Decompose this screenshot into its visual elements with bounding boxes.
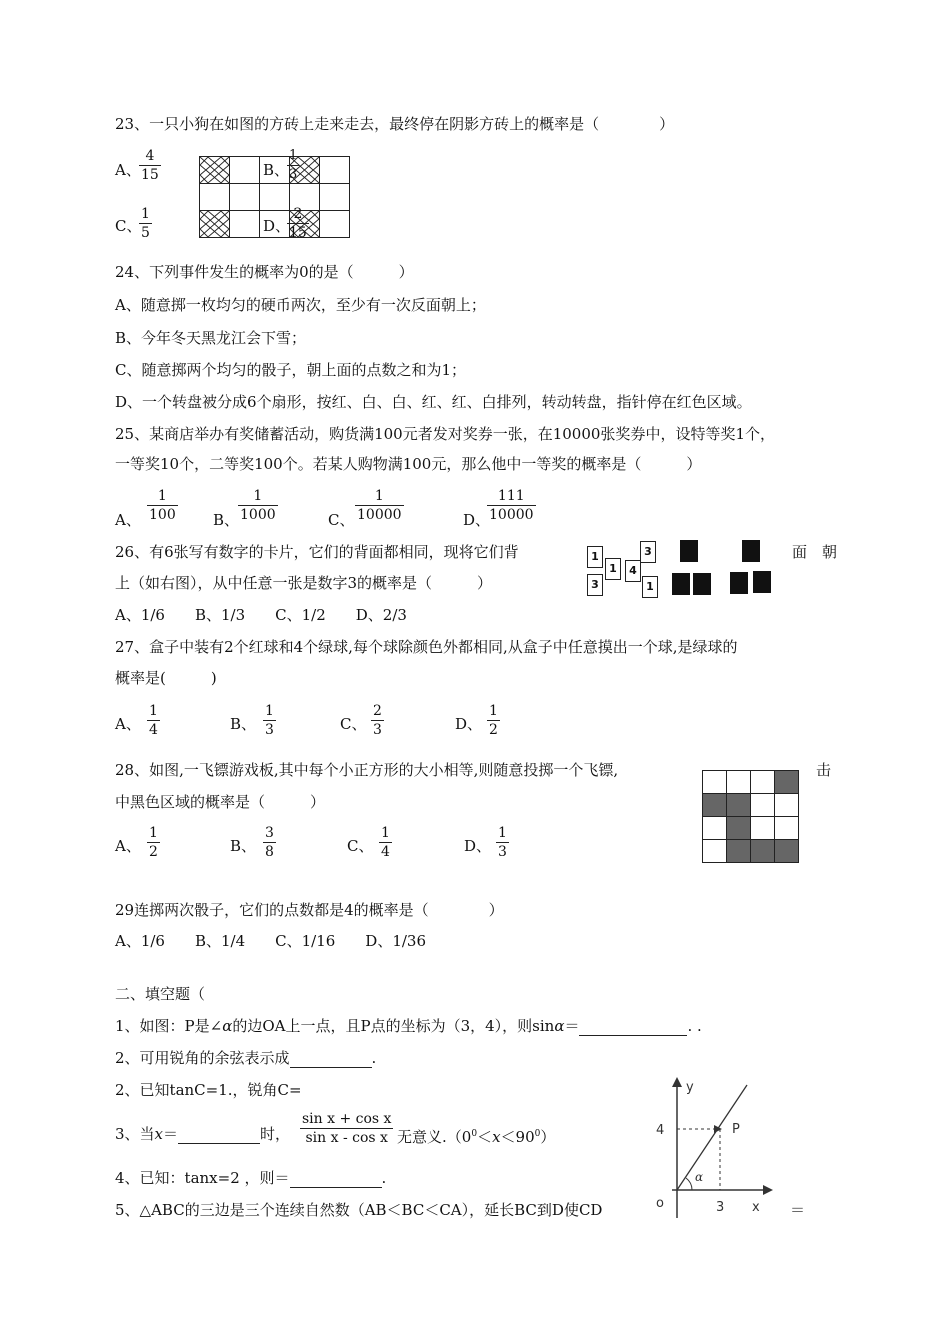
q28-dartboard-grid xyxy=(702,770,799,863)
q28-line2: 中黑色区域的概率是（ ） xyxy=(115,793,326,811)
light-square xyxy=(775,817,799,840)
q28-line1-tail: 击 xyxy=(816,761,832,779)
ray-oa xyxy=(677,1085,747,1190)
q27-option-b-fraction: $\frac{1}{3}$ xyxy=(265,703,274,738)
fill-4-fraction: $\frac{\text{sin x + cos x}}{\text{sin x - cos x}}$ xyxy=(302,1111,392,1146)
number-card: 3 xyxy=(640,541,656,563)
q27-option-b-label: B、 xyxy=(230,715,257,733)
origin-label: o xyxy=(656,1196,664,1211)
number-card: 1 xyxy=(642,576,658,598)
shaded-tile xyxy=(200,211,230,238)
dark-square xyxy=(727,794,751,817)
q27-option-a-fraction: $\frac{1}{4}$ xyxy=(149,703,158,738)
q24-option-a: A、随意掷一枚均匀的硬币两次，至少有一次反面朝上； xyxy=(115,296,486,314)
q25-option-d-fraction: $\frac{111}{10000}$ xyxy=(489,488,534,523)
dark-square xyxy=(703,794,727,817)
number-card: 1 xyxy=(587,546,603,568)
q27-option-a-label: A、 xyxy=(115,715,141,733)
q24-option-b: B、今年冬天黑龙江会下雪； xyxy=(115,329,307,347)
q24-option-c: C、随意掷两个均匀的骰子，朝上面的点数之和为1； xyxy=(115,361,467,379)
y-tick-label: 4 xyxy=(656,1123,665,1138)
q27-option-c-label: C、 xyxy=(340,715,367,733)
dark-square xyxy=(775,771,799,794)
x-axis-arrow xyxy=(763,1185,773,1195)
light-square xyxy=(751,794,775,817)
q25-line1: 25、某商店举办有奖储蓄活动，购货满100元者发对奖券一张，在10000张奖券中，设特等奖1个， xyxy=(115,425,775,443)
q28-option-c-fraction: $\frac{1}{4}$ xyxy=(381,825,390,860)
angle-label: α xyxy=(695,1170,704,1184)
dark-square xyxy=(751,840,775,863)
q26-line1-tail: 面 朝 xyxy=(792,543,838,561)
q25-option-c-fraction: $\frac{1}{10000}$ xyxy=(357,488,402,523)
section2-title: 二、填空题（ xyxy=(115,985,206,1003)
q26-line2: 上（如右图），从中任意一张是数字3的概率是（ ） xyxy=(115,574,493,592)
fill-4: 3、当x＝ 时， xyxy=(115,1125,291,1143)
q27-option-c-fraction: $\frac{2}{3}$ xyxy=(373,703,382,738)
number-card: 4 xyxy=(625,560,641,582)
plain-tile xyxy=(320,211,350,238)
q28-option-a-label: A、 xyxy=(115,837,141,855)
q23-option-a-label: A、 xyxy=(115,161,141,179)
q25-option-a-fraction: $\frac{1}{100}$ xyxy=(149,488,176,523)
q23-stem: 23、一只小狗在如图的方砖上走来走去，最终停在阴影方砖上的概率是（ ） xyxy=(115,115,675,133)
shaded-tile xyxy=(200,157,230,184)
q23-option-b-label: B、 xyxy=(263,161,290,179)
fill-6: 5、△ABC的三边是三个连续自然数（AB＜BC＜CA），延长BC到D使CD xyxy=(115,1201,603,1219)
q25-option-c-label: C、 xyxy=(328,511,355,529)
q23-option-b-fraction: $\frac{1}{3}$ xyxy=(289,148,298,182)
y-axis-arrow xyxy=(672,1077,682,1087)
card-back xyxy=(680,540,698,562)
number-card: 3 xyxy=(587,574,603,596)
coordinate-figure xyxy=(648,1075,778,1220)
q28-option-b-label: B、 xyxy=(230,837,257,855)
q27-line1: 27、盒子中装有2个红球和4个绿球,每个球除颜色外都相同,从盒子中任意摸出一个球,是绿球的 xyxy=(115,638,738,656)
light-square xyxy=(703,817,727,840)
q28-option-a-fraction: $\frac{1}{2}$ xyxy=(149,825,158,860)
card-back xyxy=(672,573,690,595)
light-square xyxy=(751,771,775,794)
q23-option-c-label: C、 xyxy=(115,217,142,235)
fill-6-tail: ＝ xyxy=(790,1201,806,1219)
q25-option-b-fraction: $\frac{1}{1000}$ xyxy=(240,488,276,523)
fill-1: 1、如图：P是∠α的边OA上一点，且P点的坐标为（3，4），则sinα＝ . . xyxy=(115,1017,702,1035)
q23-option-d-fraction: $\frac{2}{15}$ xyxy=(289,206,307,241)
q29-options: A、1/6 B、1/4 C、1/16 D、1/36 xyxy=(115,932,427,950)
dark-square xyxy=(775,840,799,863)
x-axis-label: x xyxy=(752,1200,760,1215)
q28-option-b-fraction: $\frac{3}{8}$ xyxy=(265,825,274,860)
card-back xyxy=(693,573,711,595)
dark-square xyxy=(727,817,751,840)
q26-options: A、1/6 B、1/3 C、1/2 D、2/3 xyxy=(115,606,407,624)
plain-tile xyxy=(320,157,350,184)
fill-2: 2、可用锐角的余弦表示成 . xyxy=(115,1049,377,1067)
q28-option-d-label: D、 xyxy=(464,837,492,855)
plain-tile xyxy=(320,184,350,211)
q27-option-d-fraction: $\frac{1}{2}$ xyxy=(489,703,498,738)
light-square xyxy=(703,840,727,863)
fill-3: 2、已知tanC=1.，锐角C= xyxy=(115,1081,302,1099)
q25-option-b-label: B、 xyxy=(213,511,240,529)
dashed-arrow xyxy=(714,1125,722,1133)
q24-stem: 24、下列事件发生的概率为0的是（ ） xyxy=(115,263,414,281)
q25-line2: 一等奖10个，二等奖100个。若某人购物满100元，那么他中一等奖的概率是（ ） xyxy=(115,455,702,473)
dark-square xyxy=(727,840,751,863)
light-square xyxy=(727,771,751,794)
plain-tile xyxy=(230,184,260,211)
q29-stem: 29连掷两次骰子，它们的点数都是4的概率是（ ） xyxy=(115,901,504,919)
point-p-label: P xyxy=(732,1122,740,1137)
q24-option-d: D、一个转盘被分成6个扇形，按红、白、白、红、红、白排列，转动转盘，指针停在红色区域。 xyxy=(115,393,752,411)
plain-tile xyxy=(230,211,260,238)
y-axis-label: y xyxy=(686,1080,694,1095)
q25-option-d-label: D、 xyxy=(463,511,491,529)
q27-line2: 概率是( ) xyxy=(115,669,217,687)
q25-option-a-label: A、 xyxy=(115,511,141,529)
plain-tile xyxy=(200,184,230,211)
light-square xyxy=(775,794,799,817)
number-card: 1 xyxy=(605,558,621,580)
card-back xyxy=(753,571,771,593)
fill-4-tail: 无意义$.(0^0<x<90^0)$ xyxy=(397,1128,556,1146)
q28-option-d-fraction: $\frac{1}{3}$ xyxy=(498,825,507,860)
plain-tile xyxy=(260,184,290,211)
q23-option-c-fraction: $\frac{1}{5}$ xyxy=(141,206,150,241)
light-square xyxy=(703,771,727,794)
fill-5: 4、已知：tanx=2 ，则＝ . xyxy=(115,1169,387,1187)
q27-option-d-label: D、 xyxy=(455,715,483,733)
x-tick-label: 3 xyxy=(716,1200,725,1215)
q23-option-a-fraction: $\frac{4}{15}$ xyxy=(141,148,159,183)
q28-option-c-label: C、 xyxy=(347,837,374,855)
angle-arc xyxy=(686,1178,692,1190)
card-back xyxy=(742,540,760,562)
q23-option-d-label: D、 xyxy=(263,217,291,235)
q26-line1: 26、有6张写有数字的卡片，它们的背面都相同，现将它们背 xyxy=(115,543,519,561)
q28-line1: 28、如图,一飞镖游戏板,其中每个小正方形的大小相等,则随意投掷一个飞镖, xyxy=(115,761,619,779)
plain-tile xyxy=(230,157,260,184)
light-square xyxy=(751,817,775,840)
card-back xyxy=(730,572,748,594)
